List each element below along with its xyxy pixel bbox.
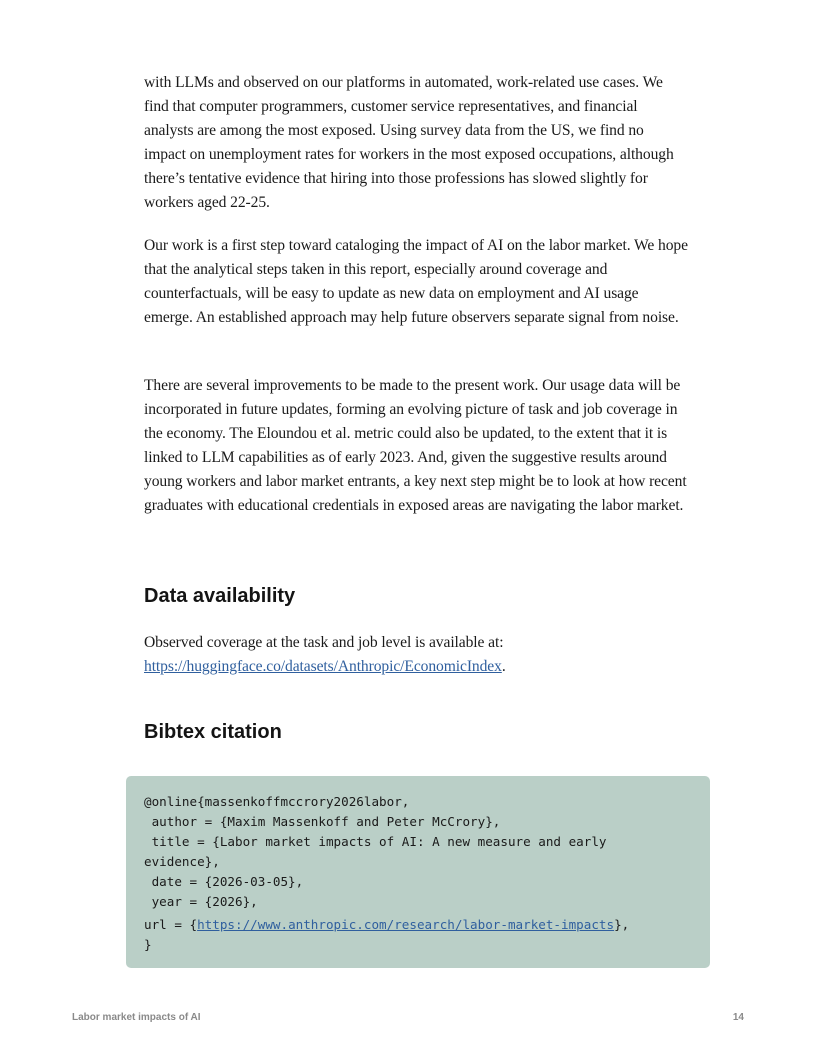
data-availability-text — [144, 631, 689, 679]
bibtex-line: evidence}, — [144, 854, 220, 869]
paragraph-improvements: There are several improvements to be made to the present work. Our usage data will be incorporated in future updates, forming an evolving picture of task and job coverage in the economy. The Eloundou et al. metric could also be updated, to the extent that it is linked to LLM capabilities as of early 2023. And, given the suggestive results around young workers and labor market entrants, a key next step might be to look at how recent graduates with educational credentials in exposed areas are navigating the labor market. — [144, 377, 687, 514]
footer-title: Labor market impacts of AI — [72, 1012, 201, 1023]
bibtex-line: title = {Labor market impacts of AI: A new measure and early — [144, 834, 607, 849]
bibtex-closing-brace: } — [144, 937, 152, 952]
bibtex-url-suffix: }, — [614, 917, 630, 932]
bibtex-url-line — [144, 915, 692, 935]
data-availability-heading: Data availability — [144, 585, 296, 607]
data-availability-lead: Observed coverage at the task and job level is available at: — [144, 634, 504, 651]
bibtex-line: year = {2026}, — [144, 894, 258, 909]
bibtex-url-link[interactable]: https://www.anthropic.com/research/labor-market-impacts — [197, 917, 615, 932]
bibtex-heading: Bibtex citation — [144, 721, 282, 743]
huggingface-dataset-link[interactable]: https://huggingface.co/datasets/Anthropic/EconomicIndex — [144, 658, 502, 675]
bibtex-code-block — [126, 776, 710, 968]
paragraph-first-step: Our work is a first step toward cataloging the impact of AI on the labor market. We hope that the analytical steps taken in this report, especially around coverage and counterfactuals, will be easy to update as new data on employment and AI usage emerge. An established approach may help future observers separate signal from noise. — [144, 237, 688, 326]
bibtex-line: date = {2026-03-05}, — [144, 874, 304, 889]
bibtex-line: @online{massenkoffmccrory2026labor, — [144, 794, 410, 809]
bibtex-line: author = {Maxim Massenkoff and Peter McCrory}, — [144, 814, 501, 829]
page-number: 14 — [732, 1012, 744, 1023]
bibtex-url-prefix: url = { — [144, 917, 198, 932]
data-availability-period: . — [501, 658, 506, 675]
paragraph-summary: with LLMs and observed on our platforms in automated, work-related use cases. We find that computer programmers, customer service representatives, and financial analysts are among the most exposed. Using survey data from the US, we find no impact on unemployment rates for workers in the most exposed occupations, although there’s tentative evidence that hiring into those professions has slowed slightly for workers aged 22-25. — [144, 74, 674, 211]
